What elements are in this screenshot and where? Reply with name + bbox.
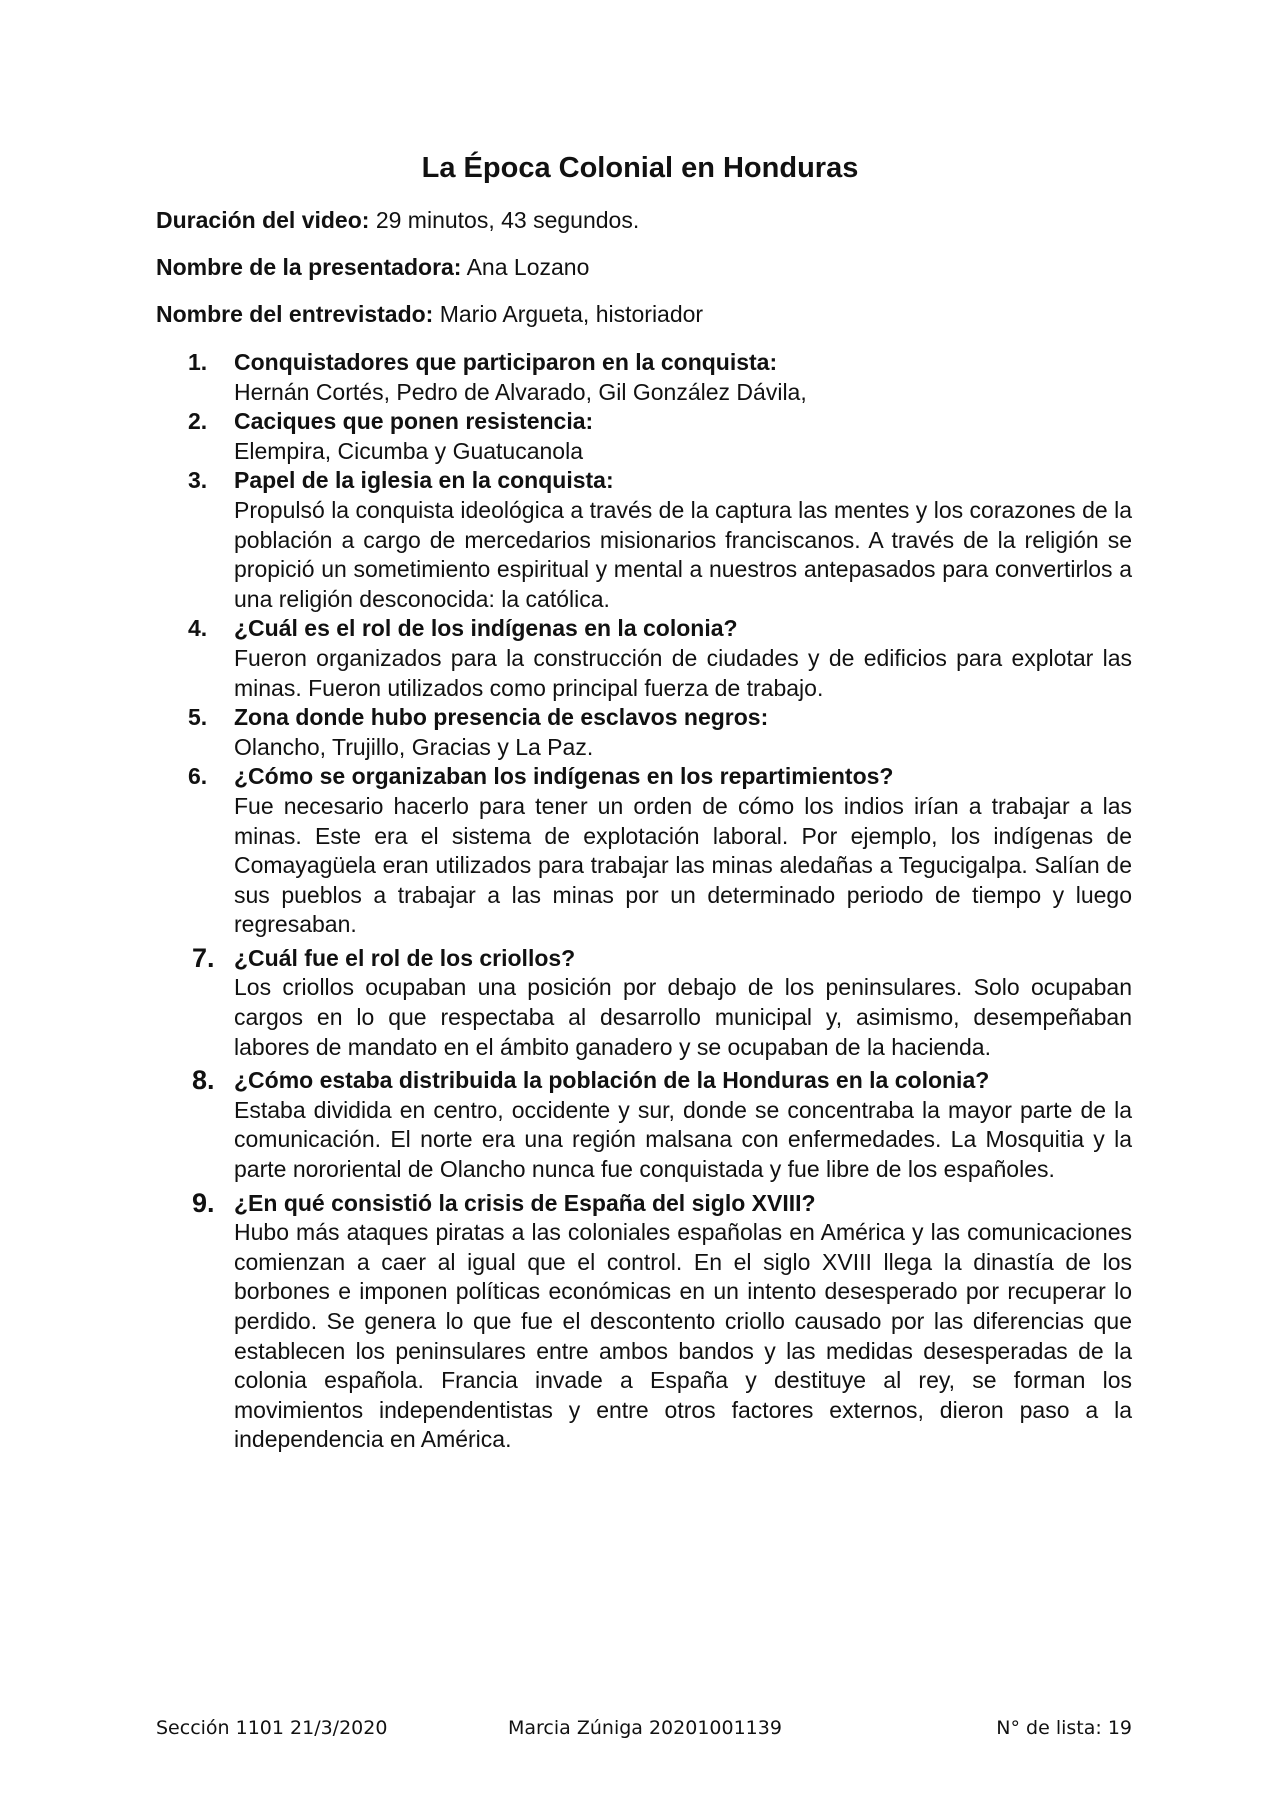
question-answer: Elempira, Cicumba y Guatucanola	[234, 437, 583, 464]
question-number: 4.	[188, 615, 208, 642]
question-item	[156, 944, 1132, 1062]
question-heading: ¿Cuál es el rol de los indígenas en la colonia?	[234, 615, 738, 642]
question-heading: ¿En qué consistió la crisis de España del siglo XVIII?	[234, 1189, 816, 1216]
question-answer: Fueron organizados para la construcción de ciudades y de edificios para explotar las minas. Fueron utilizados como principal fuerza de trabajo.	[234, 644, 1132, 701]
question-heading: Caciques que ponen resistencia:	[234, 408, 594, 435]
question-item	[156, 1066, 1132, 1184]
question-list	[156, 348, 1132, 1455]
question-answer: Fue necesario hacerlo para tener un orden de cómo los indios irían a trabajar a las minas. Este era el sistema de explotación laboral. Por ejemplo, los indígenas de Comayagüela eran utilizados para trabajar las minas aledañas a Tegucigalpa. Salían de sus pueblos a trabajar a las minas por un determinado periodo de tiempo y luego regresaban.	[234, 792, 1132, 938]
question-answer: Estaba dividida en centro, occidente y sur, donde se concentraba la mayor parte de la comunicación. El norte era una región malsana con enfermedades. La Mosquitia y la parte nororiental de Olancho nunca fue conquistada y fue libre de los españoles.	[234, 1096, 1132, 1183]
question-item	[156, 407, 1132, 466]
question-item	[156, 703, 1132, 762]
question-number: 1.	[188, 349, 208, 375]
question-answer: Hernán Cortés, Pedro de Alvarado, Gil González Dávila,	[234, 378, 807, 405]
question-number: 9.	[192, 1187, 215, 1218]
question-number: 2.	[188, 408, 208, 435]
question-item	[156, 762, 1132, 940]
presenter-label: Nombre de la presentadora:	[156, 254, 462, 280]
question-heading: ¿Cuál fue el rol de los criollos?	[234, 944, 576, 971]
presenter-line	[156, 253, 589, 281]
question-number: 8.	[192, 1065, 215, 1096]
question-item	[156, 614, 1132, 703]
question-answer: Los criollos ocupaban una posición por debajo de los peninsulares. Solo ocupaban cargos en lo que respectaba al desarrollo municipal y, asimismo, desempeñaban labores de mandato en el ámbito ganadero y se ocupaban de la hacienda.	[234, 974, 1132, 1060]
question-item	[156, 348, 1132, 407]
duration-value: 29 minutos, 43 segundos.	[369, 207, 640, 233]
interviewee-value: Mario Argueta, historiador	[433, 301, 704, 327]
question-item	[156, 466, 1132, 614]
question-number: 6.	[188, 763, 208, 790]
question-answer: Hubo más ataques piratas a las coloniales españolas en América y las comunicaciones comienzan a caer al igual que el control. En el siglo XVIII llega la dinastía de los borbones e imponen políticas económicas en un intento desesperado por recuperar lo perdido. Se genera lo que fue el descontento criollo causado por las diferencias que establecen los peninsulares entre ambos bandos y las medidas desesperadas de la colonia española. Francia invade a España y destituye al rey, se forman los movimientos independentistas y entre otros factores externos, dieron paso a la independencia en América.	[234, 1219, 1132, 1453]
duration-line	[156, 206, 639, 234]
footer-list-number: N° de lista: 19	[996, 1717, 1132, 1739]
question-heading: ¿Cómo se organizaban los indígenas en los repartimientos?	[234, 763, 894, 790]
question-number: 3.	[188, 467, 208, 494]
presenter-value: Ana Lozano	[461, 254, 590, 280]
question-number: 5.	[188, 704, 208, 731]
question-number: 7.	[192, 942, 215, 973]
page-title: La Época Colonial en Honduras	[421, 152, 859, 184]
footer-author: Marcia Zúniga 20201001139	[508, 1717, 782, 1739]
interviewee-line	[156, 300, 703, 328]
question-heading: Zona donde hubo presencia de esclavos negros:	[234, 704, 769, 731]
question-heading: Papel de la iglesia en la conquista:	[234, 467, 614, 494]
page-footer	[156, 1717, 1132, 1747]
question-heading: ¿Cómo estaba distribuida la población de la Honduras en la colonia?	[234, 1067, 990, 1094]
question-answer: Olancho, Trujillo, Gracias y La Paz.	[234, 733, 594, 760]
interviewee-label: Nombre del entrevistado:	[156, 301, 434, 327]
question-heading: Conquistadores que participaron en la conquista:	[234, 349, 778, 375]
footer-section-date: Sección 1101 21/3/2020	[156, 1717, 388, 1739]
duration-label: Duración del video:	[156, 207, 370, 233]
question-answer: Propulsó la conquista ideológica a través de la captura las mentes y los corazones de la población a cargo de mercedarios misionarios franciscanos. A través de la religión se propició un sometimiento espiritual y mental a nuestros antepasados para convertirlos a una religión desconocida: la católica.	[234, 496, 1132, 612]
question-item	[156, 1189, 1132, 1455]
